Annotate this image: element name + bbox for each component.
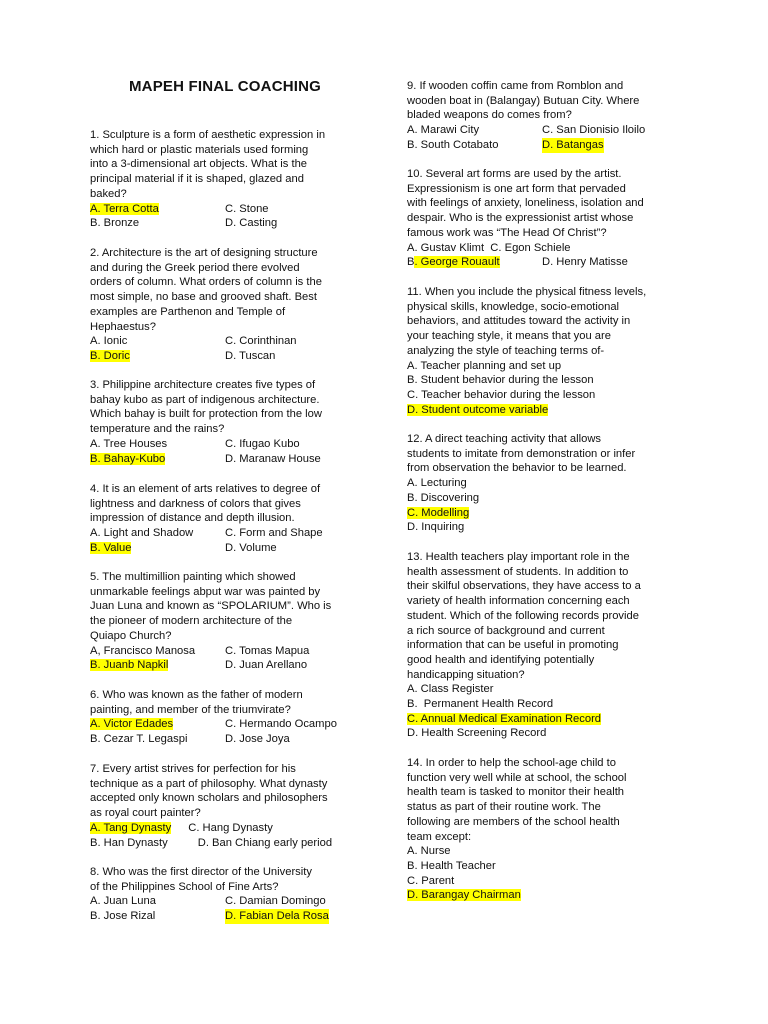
question-text: bahay kubo as part of indigenous architecture. xyxy=(90,393,320,406)
answer-highlighted: D. Fabian Dela Rosa xyxy=(225,910,329,923)
answer-highlighted: A. Terra Cotta xyxy=(90,202,159,215)
question-text: wooden boat in (Balangay) Butuan City. Where xyxy=(407,94,640,107)
question-text: students to imitate from demonstration or infer xyxy=(407,447,636,460)
answer-highlighted: A. Tang Dynasty xyxy=(90,821,172,834)
question-text: impression of distance and depth illusion. xyxy=(90,512,295,525)
question-text: which hard or plastic materials used forming xyxy=(90,143,309,156)
choices-row xyxy=(90,452,358,467)
choice: D. Ban Chiang early period xyxy=(197,836,333,849)
choice: C. Hermando Ocampo xyxy=(225,718,337,731)
question-text: information that can be useful in promoting xyxy=(407,639,619,652)
choices-row xyxy=(407,255,675,270)
choice: C. Damian Domingo xyxy=(225,895,326,908)
question-text: good health and identifying potentially xyxy=(407,653,595,666)
question-text: Quiapo Church? xyxy=(90,629,172,642)
question-text: painting, and member of the triumvirate? xyxy=(90,703,291,716)
question-4 xyxy=(90,482,358,556)
choice: C. Corinthinan xyxy=(225,335,297,348)
choices-row xyxy=(90,732,358,747)
question-text: 6. Who was known as the father of modern xyxy=(90,689,303,701)
choices-row xyxy=(90,349,358,364)
question-text: Juan Luna and known as “SPOLARIUM”. Who is xyxy=(90,600,332,613)
choices-row xyxy=(90,717,358,732)
question-text: health team is tasked to monitor their health xyxy=(407,786,625,799)
answer-highlighted: . George Rouault xyxy=(414,256,500,269)
question-text: the pioneer of modern architecture of the xyxy=(90,615,293,628)
choice: C. Ifugao Kubo xyxy=(225,437,300,450)
choice: D. Casting xyxy=(225,217,278,230)
question-text: examples are Parthenon and Temple of xyxy=(90,305,286,318)
choice: B. South Cotabato xyxy=(407,138,499,151)
answer-highlighted: B. Value xyxy=(90,541,132,554)
choice: A. Tree Houses xyxy=(90,437,168,450)
choices-row xyxy=(90,658,358,673)
question-1 xyxy=(90,128,358,231)
question-14 xyxy=(407,756,675,903)
question-text: student. Which of the following records provide xyxy=(407,609,639,622)
question-text: despair. Who is the expressionist artist whose xyxy=(407,212,634,225)
answer-highlighted: A. Victor Edades xyxy=(90,718,174,731)
choices-row xyxy=(90,541,358,556)
question-text: from observation the behavior to be learned. xyxy=(407,462,627,475)
question-text: baked? xyxy=(90,187,127,200)
question-7 xyxy=(90,762,358,850)
question-2 xyxy=(90,246,358,364)
question-9 xyxy=(407,79,675,153)
choice: B. Cezar T. Legaspi xyxy=(90,733,188,746)
choice: B. Bronze xyxy=(90,217,140,230)
question-6 xyxy=(90,688,358,747)
choice: B. Discovering xyxy=(407,491,480,504)
question-text: their skilful observations, they have access to a xyxy=(407,580,641,593)
choices-row xyxy=(90,216,358,231)
question-text: famous work was “The Head Of Christ”? xyxy=(407,226,607,239)
question-text: handicapping situation? xyxy=(407,668,525,681)
question-text: with feelings of anxiety, loneliness, isolation and xyxy=(407,197,644,210)
answer-highlighted: B. Doric xyxy=(90,349,130,362)
choice: D. Volume xyxy=(225,541,277,554)
question-text: principal material if it is shaped, glazed and xyxy=(90,173,304,186)
choices-row xyxy=(407,138,675,153)
question-text: bladed weapons do comes from? xyxy=(407,109,572,122)
choices-row xyxy=(90,334,358,349)
question-text: 4. It is an element of arts relatives to degree of xyxy=(90,483,321,495)
choice: A, Francisco Manosa xyxy=(90,644,196,657)
choice: B. Jose Rizal xyxy=(90,910,156,923)
question-text: function very well while at school, the school xyxy=(407,771,627,784)
question-13 xyxy=(407,550,675,741)
choice: A. Ionic xyxy=(90,335,128,348)
answer-highlighted: D. Student outcome variable xyxy=(407,403,549,416)
question-text: 2. Architecture is the art of designing structure xyxy=(90,247,318,259)
choice: C. Hang Dynasty xyxy=(188,821,273,834)
choice: D. Henry Matisse xyxy=(542,256,628,269)
choice-prefix: B xyxy=(407,256,415,269)
question-text: 1. Sculpture is a form of aesthetic expression in xyxy=(90,129,326,141)
choices-row xyxy=(90,644,358,659)
choices-row: A. Gustav Klimt C. Egon Schiele xyxy=(407,241,571,254)
question-text: accepted only known scholars and philosophers xyxy=(90,792,328,805)
choice: D. Tuscan xyxy=(225,349,276,362)
answer-highlighted: B. Juanb Napkil xyxy=(90,659,169,672)
choice: B. Health Teacher xyxy=(407,859,496,872)
question-text: of the Philippines School of Fine Arts? xyxy=(90,880,279,893)
choice: C. Parent xyxy=(407,874,455,887)
choice: D. Maranaw House xyxy=(225,452,321,465)
question-text: Hephaestus? xyxy=(90,320,156,333)
question-text: unmarkable feelings abput war was painted by xyxy=(90,585,321,598)
choice: D. Jose Joya xyxy=(225,733,290,746)
question-text: Expressionism is one art form that pervaded xyxy=(407,182,626,195)
question-text: status as part of their routine work. The xyxy=(407,801,601,814)
question-3 xyxy=(90,378,358,466)
question-text: variety of health information concerning each xyxy=(407,595,630,608)
question-text: behaviors, and attitudes toward the activity in xyxy=(407,315,631,328)
choice: A. Light and Shadow xyxy=(90,527,194,540)
question-text: temperature and the rains? xyxy=(90,423,225,436)
question-text: into a 3-dimensional art objects. What is the xyxy=(90,158,308,171)
choice: B. Permanent Health Record xyxy=(407,698,554,711)
question-text: as royal court painter? xyxy=(90,807,201,820)
answer-highlighted: C. Modelling xyxy=(407,506,470,519)
question-text: and during the Greek period there evolved xyxy=(90,261,300,274)
choice: B. Han Dynasty xyxy=(90,836,168,849)
question-text: following are members of the school health xyxy=(407,815,620,828)
question-text: 10. Several art forms are used by the artist. xyxy=(407,168,622,180)
question-text: a rich source of background and current xyxy=(407,624,605,637)
choice: C. Tomas Mapua xyxy=(225,644,310,657)
choice: A. Lecturing xyxy=(407,477,467,490)
question-text: analyzing the style of teaching terms of- xyxy=(407,344,605,357)
choices-row xyxy=(90,202,358,217)
question-text: 13. Health teachers play important role in the xyxy=(407,551,630,563)
choice: D. Health Screening Record xyxy=(407,727,547,740)
question-5 xyxy=(90,570,358,673)
choice: D. Inquiring xyxy=(407,521,465,534)
choices-row xyxy=(90,526,358,541)
question-text: team except: xyxy=(407,830,472,843)
page-title: MAPEH FINAL COACHING xyxy=(128,78,322,95)
choice: C. Form and Shape xyxy=(225,527,323,540)
question-text: Which bahay is built for protection from the low xyxy=(90,408,322,421)
choices-row xyxy=(90,909,358,924)
choice: C. Teacher behavior during the lesson xyxy=(407,388,596,401)
answer-highlighted: D. Batangas xyxy=(542,138,604,151)
choices-row xyxy=(90,437,358,452)
question-text: 12. A direct teaching activity that allows xyxy=(407,433,602,445)
answer-highlighted: D. Barangay Chairman xyxy=(407,889,521,902)
choice: A. Teacher planning and set up xyxy=(407,359,562,372)
question-8 xyxy=(90,865,358,924)
question-text: health assessment of students. In addition to xyxy=(407,565,629,578)
choices-row xyxy=(90,894,358,909)
question-text: 9. If wooden coffin came from Romblon and xyxy=(407,80,624,92)
choices-row xyxy=(90,836,358,851)
question-text: most simple, no base and grooved shaft. Best xyxy=(90,291,317,304)
answer-highlighted: B. Bahay-Kubo xyxy=(90,452,166,465)
question-text: 11. When you include the physical fitness levels, xyxy=(407,286,647,298)
question-text: 3. Philippine architecture creates five types of xyxy=(90,379,316,391)
question-10 xyxy=(407,167,675,270)
choice: A. Juan Luna xyxy=(90,895,156,908)
question-text: 5. The multimillion painting which showed xyxy=(90,571,296,583)
choice: A. Marawi City xyxy=(407,124,480,137)
question-11 xyxy=(407,285,675,417)
question-text: orders of column. What orders of column is the xyxy=(90,276,322,289)
choice: C. San Dionisio Iloilo xyxy=(542,124,646,137)
choice: C. Stone xyxy=(225,202,269,215)
choices-row xyxy=(90,821,358,836)
choice: A. Nurse xyxy=(407,845,451,858)
question-text: 8. Who was the first director of the University xyxy=(90,866,312,878)
choice: D. Juan Arellano xyxy=(225,659,308,672)
choices-row xyxy=(407,123,675,138)
question-text: your teaching style, it means that you are xyxy=(407,330,611,343)
choice: A. Class Register xyxy=(407,683,494,696)
question-text: 14. In order to help the school-age child to xyxy=(407,757,616,769)
question-text: technique as a part of philosophy. What dynasty xyxy=(90,777,328,790)
answer-highlighted: C. Annual Medical Examination Record xyxy=(407,712,602,725)
question-12 xyxy=(407,432,675,535)
question-text: 7. Every artist strives for perfection for his xyxy=(90,763,296,775)
question-text: lightness and darkness of colors that gives xyxy=(90,497,301,510)
choice: B. Student behavior during the lesson xyxy=(407,374,594,387)
question-text: physical skills, knowledge, socio-emotional xyxy=(407,300,620,313)
